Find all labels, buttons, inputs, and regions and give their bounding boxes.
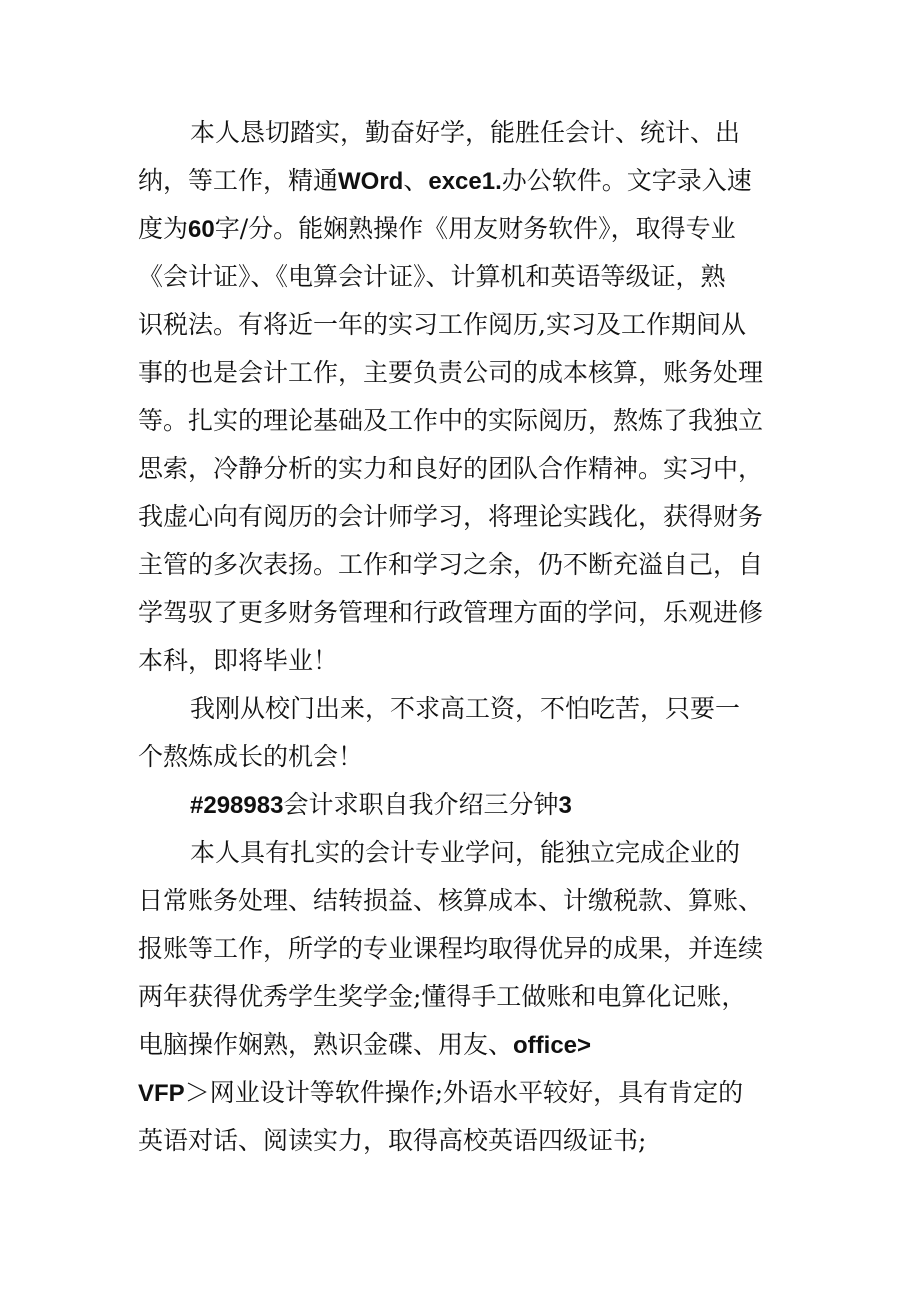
paragraph-1-line-12 bbox=[138, 646, 338, 676]
text-run: 主管的多次表扬。工作和学习之余，仍不断充溢自己，自 bbox=[138, 550, 764, 579]
text-run: 电脑操作娴熟，熟识金碟、用友、 bbox=[138, 1030, 514, 1059]
text-run: 办公软件。文字录入速 bbox=[501, 166, 752, 195]
paragraph-3-line-6 bbox=[138, 1078, 743, 1109]
paragraph-1-line-6 bbox=[138, 358, 763, 388]
text-run: VFP bbox=[138, 1080, 185, 1107]
paragraph-1-line-1 bbox=[190, 118, 740, 148]
paragraph-1-line-10 bbox=[138, 550, 763, 580]
paragraph-1-line-11 bbox=[138, 598, 763, 628]
text-run: 《会计证》、《电算会计证》、计算机和英语等级证，熟 bbox=[138, 262, 726, 291]
text-run: 英语对话、阅读实力，取得高校英语四级证书; bbox=[138, 1126, 647, 1155]
text-run: 3 bbox=[558, 792, 572, 819]
paragraph-1-line-8 bbox=[138, 454, 763, 484]
text-run: exce1. bbox=[428, 168, 502, 195]
paragraph-1-line-5 bbox=[138, 310, 746, 340]
text-run: 个熬炼成长的机会！ bbox=[138, 742, 364, 771]
text-run: 我虚心向有阅历的会计师学习，将理论实践化，获得财务 bbox=[138, 502, 764, 531]
paragraph-3-line-3 bbox=[138, 934, 763, 964]
text-run: 学驾驭了更多财务管理和行政管理方面的学问，乐观进修 bbox=[138, 598, 764, 627]
paragraph-1-line-2 bbox=[138, 166, 752, 197]
text-run: 字/分。能娴熟操作《用友财务软件》，取得专业 bbox=[214, 214, 736, 243]
paragraph-3-line-5 bbox=[138, 1030, 591, 1061]
paragraph-1-line-7 bbox=[138, 406, 763, 436]
text-run: 本科，即将毕业！ bbox=[138, 646, 339, 675]
text-run: 等。扎实的理论基础及工作中的实际阅历，熬炼了我独立 bbox=[138, 406, 764, 435]
text-run: ＞网业设计等软件操作;外语水平较好，具有肯定的 bbox=[184, 1078, 744, 1107]
text-run: 事的也是会计工作，主要负责公司的成本核算，账务处理 bbox=[138, 358, 764, 387]
paragraph-1-line-9 bbox=[138, 502, 763, 532]
text-run: 我刚从校门出来，不求高工资，不怕吃苦，只要一 bbox=[190, 694, 741, 723]
text-run: 两年获得优秀学生奖学金;懂得手工做账和电算化记账， bbox=[138, 982, 747, 1011]
text-run: 报账等工作，所学的专业课程均取得优异的成果，并连续 bbox=[138, 934, 764, 963]
text-run: 日常账务处理、结转损益、核算成本、计缴税款、算账、 bbox=[138, 886, 764, 915]
text-run: WOrd bbox=[338, 168, 404, 195]
paragraph-3-line-7 bbox=[138, 1126, 646, 1156]
paragraph-1-line-4 bbox=[138, 262, 726, 292]
text-run: office> bbox=[513, 1032, 592, 1059]
text-run: 识税法。有将近一年的实习工作阅历,实习及工作期间从 bbox=[138, 310, 746, 339]
paragraph-3-line-4 bbox=[138, 982, 746, 1012]
text-run: 会计求职自我介绍三分钟 bbox=[283, 790, 559, 819]
text-run: 、 bbox=[403, 166, 429, 195]
paragraph-2-line-1 bbox=[190, 694, 740, 724]
text-run: 本人恳切踏实，勤奋好学，能胜任会计、统计、出 bbox=[190, 118, 741, 147]
text-run: 度为 bbox=[138, 214, 189, 243]
text-run: 思索，冷静分析的实力和良好的团队合作精神。实习中， bbox=[138, 454, 764, 483]
paragraph-2-line-2 bbox=[138, 742, 363, 772]
text-run: 60 bbox=[188, 216, 215, 243]
paragraph-1-line-3 bbox=[138, 214, 736, 245]
section-heading bbox=[190, 790, 572, 821]
text-run: #298983 bbox=[190, 792, 284, 819]
text-run: 纳，等工作，精通 bbox=[138, 166, 339, 195]
paragraph-3-line-1 bbox=[190, 838, 740, 868]
text-run: 本人具有扎实的会计专业学问，能独立完成企业的 bbox=[190, 838, 741, 867]
paragraph-3-line-2 bbox=[138, 886, 763, 916]
